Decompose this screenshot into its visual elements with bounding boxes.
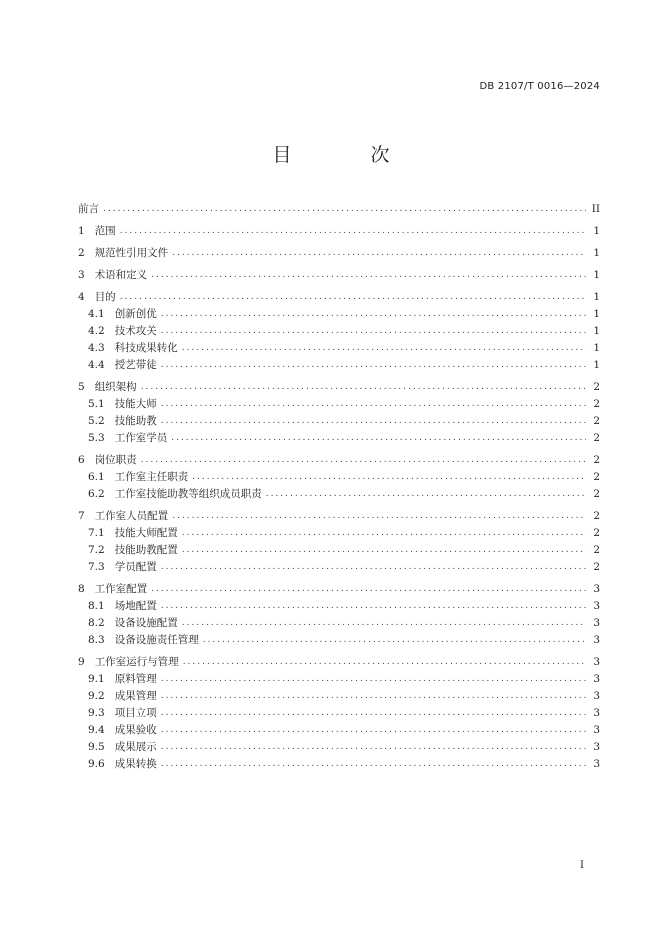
toc-dot-leader [182,618,586,628]
toc-entry-page: 3 [593,740,600,753]
toc-entry-title: 工作室学员 [114,432,168,444]
toc-entry-page: 1 [593,341,600,354]
toc-entry-number: 8.2 [88,616,105,629]
toc-dot-leader [161,562,586,572]
toc-entry-title: 前言 [78,203,99,215]
toc-entry[interactable] [78,614,600,631]
toc-entry-number: 9.1 [88,672,105,685]
page-number: I [580,860,584,871]
toc-entry-page: 3 [593,599,600,612]
toc-entry-title: 技能助教配置 [114,544,178,556]
toc-entry-title: 工作室人员配置 [94,510,169,522]
toc-entry-title: 设备设施责任管理 [114,634,199,646]
toc-entry-page: 2 [593,487,600,500]
toc-entry-title: 目的 [94,291,116,303]
toc-entry-number: 5 [78,380,85,393]
toc-entry-title: 工作室技能助教等组织成员职责 [114,488,262,500]
toc-entry[interactable] [78,266,600,283]
toc-entry-number: 9.4 [88,723,105,736]
toc-entry-page: 3 [593,616,600,629]
toc-dot-leader [161,326,586,336]
toc-entry-page: 3 [593,689,600,702]
toc-dot-leader [161,309,586,319]
toc-entry-title: 场地配置 [114,600,157,612]
toc-dot-leader [161,399,586,409]
toc-dot-leader [266,489,586,499]
toc-entry[interactable] [78,339,600,356]
toc-entry[interactable] [78,485,600,502]
toc-entry-number: 9.2 [88,689,105,702]
toc-entry-number: 5.3 [88,431,105,444]
toc-entry[interactable] [78,429,600,446]
toc-entry-title: 成果转换 [114,758,157,770]
toc-entry-title: 组织架构 [94,381,137,393]
toc-entry[interactable] [78,200,600,217]
toc-entry[interactable] [78,507,600,524]
toc-entry[interactable] [78,412,600,429]
toc-entry-page: 1 [593,290,600,303]
toc-dot-leader [120,292,586,302]
toc-entry-page: II [591,202,600,215]
toc-dot-leader [182,545,586,555]
toc-dot-leader [151,270,586,280]
toc-dot-leader [182,528,586,538]
toc-entry-page: 1 [593,268,600,281]
toc-entry[interactable] [78,580,600,597]
toc-entry-page: 2 [593,509,600,522]
toc-dot-leader [183,657,586,667]
toc-entry-title: 技能助教 [114,415,157,427]
toc-entry[interactable] [78,524,600,541]
toc-dot-leader [182,343,586,353]
toc-dot-leader [161,742,586,752]
toc-entry-page: 2 [593,453,600,466]
toc-entry-title: 工作室主任职责 [114,471,189,483]
toc-entry-number: 7 [78,509,85,522]
toc-entry-title: 原料管理 [114,673,157,685]
toc-entry-title: 成果展示 [114,741,157,753]
toc-entry[interactable] [78,541,600,558]
toc-entry[interactable] [78,597,600,614]
toc-entry-page: 1 [593,324,600,337]
toc-entry-page: 2 [593,560,600,573]
toc-dot-leader [161,691,586,701]
toc-entry-page: 3 [593,655,600,668]
toc-dot-leader [161,360,586,370]
toc-entry-title: 范围 [94,225,116,237]
toc-dot-leader [161,674,586,684]
toc-entry[interactable] [78,305,600,322]
toc-entry-page: 3 [593,706,600,719]
toc-entry[interactable] [78,558,600,575]
toc-entry-number: 7.1 [88,526,105,539]
toc-entry-number: 6 [78,453,85,466]
toc-dot-leader [161,759,586,769]
toc-dot-leader [161,601,586,611]
toc-entry[interactable] [78,468,600,485]
toc-entry-number: 9 [78,655,85,668]
toc-entry-page: 2 [593,380,600,393]
toc-entry-title: 规范性引用文件 [94,247,169,259]
toc-entry-page: 2 [593,543,600,556]
toc-entry-title: 授艺带徒 [114,359,157,371]
page-title: 目 次 [272,144,420,166]
toc-entry-number: 9.5 [88,740,105,753]
toc-entry-page: 3 [593,582,600,595]
toc-dot-leader [103,204,586,214]
toc-entry[interactable] [78,670,600,687]
toc-entry[interactable] [78,721,600,738]
toc-entry-page: 2 [593,526,600,539]
table-of-contents [78,200,600,772]
toc-entry[interactable] [78,395,600,412]
toc-entry-number: 5.2 [88,414,105,427]
toc-entry-page: 3 [593,672,600,685]
toc-entry-number: 7.3 [88,560,105,573]
toc-entry[interactable] [78,322,600,339]
toc-entry-title: 成果管理 [114,690,157,702]
toc-entry[interactable] [78,738,600,755]
toc-entry-title: 创新创优 [114,308,157,320]
toc-entry[interactable] [78,687,600,704]
toc-entry-number: 4.4 [88,358,105,371]
toc-entry-title: 成果验收 [114,724,157,736]
toc-entry-page: 1 [593,307,600,320]
toc-entry-title: 项目立项 [114,707,157,719]
toc-entry-page: 1 [593,224,600,237]
toc-dot-leader [192,472,586,482]
toc-entry-number: 7.2 [88,543,105,556]
toc-dot-leader [141,382,586,392]
toc-entry-title: 技能大师配置 [114,527,178,539]
toc-entry[interactable] [78,222,600,239]
toc-entry-page: 2 [593,414,600,427]
toc-entry-number: 4.2 [88,324,105,337]
toc-entry-number: 8.3 [88,633,105,646]
toc-entry-number: 8 [78,582,85,595]
toc-entry-page: 1 [593,246,600,259]
toc-entry-number: 6.1 [88,470,105,483]
toc-entry[interactable] [78,755,600,772]
toc-entry-number: 5.1 [88,397,105,410]
toc-entry-page: 2 [593,431,600,444]
toc-entry-title: 术语和定义 [94,269,148,281]
toc-entry-page: 2 [593,397,600,410]
toc-entry-title: 技能大师 [114,398,157,410]
toc-dot-leader [120,226,586,236]
toc-entry-number: 8.1 [88,599,105,612]
toc-entry-page: 3 [593,633,600,646]
toc-entry-page: 3 [593,723,600,736]
toc-entry-number: 3 [78,268,85,281]
toc-entry-number: 4.3 [88,341,105,354]
toc-dot-leader [203,635,586,645]
toc-entry-title: 岗位职责 [94,454,137,466]
toc-entry-number: 2 [78,246,85,259]
toc-entry-title: 工作室运行与管理 [94,656,179,668]
toc-entry-number: 4 [78,290,85,303]
toc-entry[interactable] [78,378,600,395]
toc-entry-title: 设备设施配置 [114,617,178,629]
toc-dot-leader [141,455,586,465]
toc-entry-page: 1 [593,358,600,371]
toc-entry[interactable] [78,288,600,305]
toc-entry[interactable] [78,244,600,261]
document-code: DB 2107/T 0016—2024 [479,81,600,92]
toc-entry-number: 9.3 [88,706,105,719]
toc-entry[interactable] [78,653,600,670]
toc-entry[interactable] [78,704,600,721]
toc-entry[interactable] [78,631,600,648]
toc-entry-page: 2 [593,470,600,483]
toc-dot-leader [161,416,586,426]
toc-entry-number: 9.6 [88,757,105,770]
toc-entry-title: 科技成果转化 [114,342,178,354]
toc-entry-number: 4.1 [88,307,105,320]
toc-dot-leader [172,511,586,521]
toc-entry-number: 6.2 [88,487,105,500]
toc-entry-number: 1 [78,224,85,237]
toc-entry-title: 技术攻关 [114,325,157,337]
toc-dot-leader [161,708,586,718]
toc-entry[interactable] [78,451,600,468]
toc-dot-leader [161,725,586,735]
toc-dot-leader [151,584,586,594]
toc-dot-leader [171,433,586,443]
toc-entry[interactable] [78,356,600,373]
toc-entry-title: 工作室配置 [94,583,148,595]
toc-dot-leader [172,248,586,258]
toc-entry-page: 3 [593,757,600,770]
toc-entry-title: 学员配置 [114,561,157,573]
